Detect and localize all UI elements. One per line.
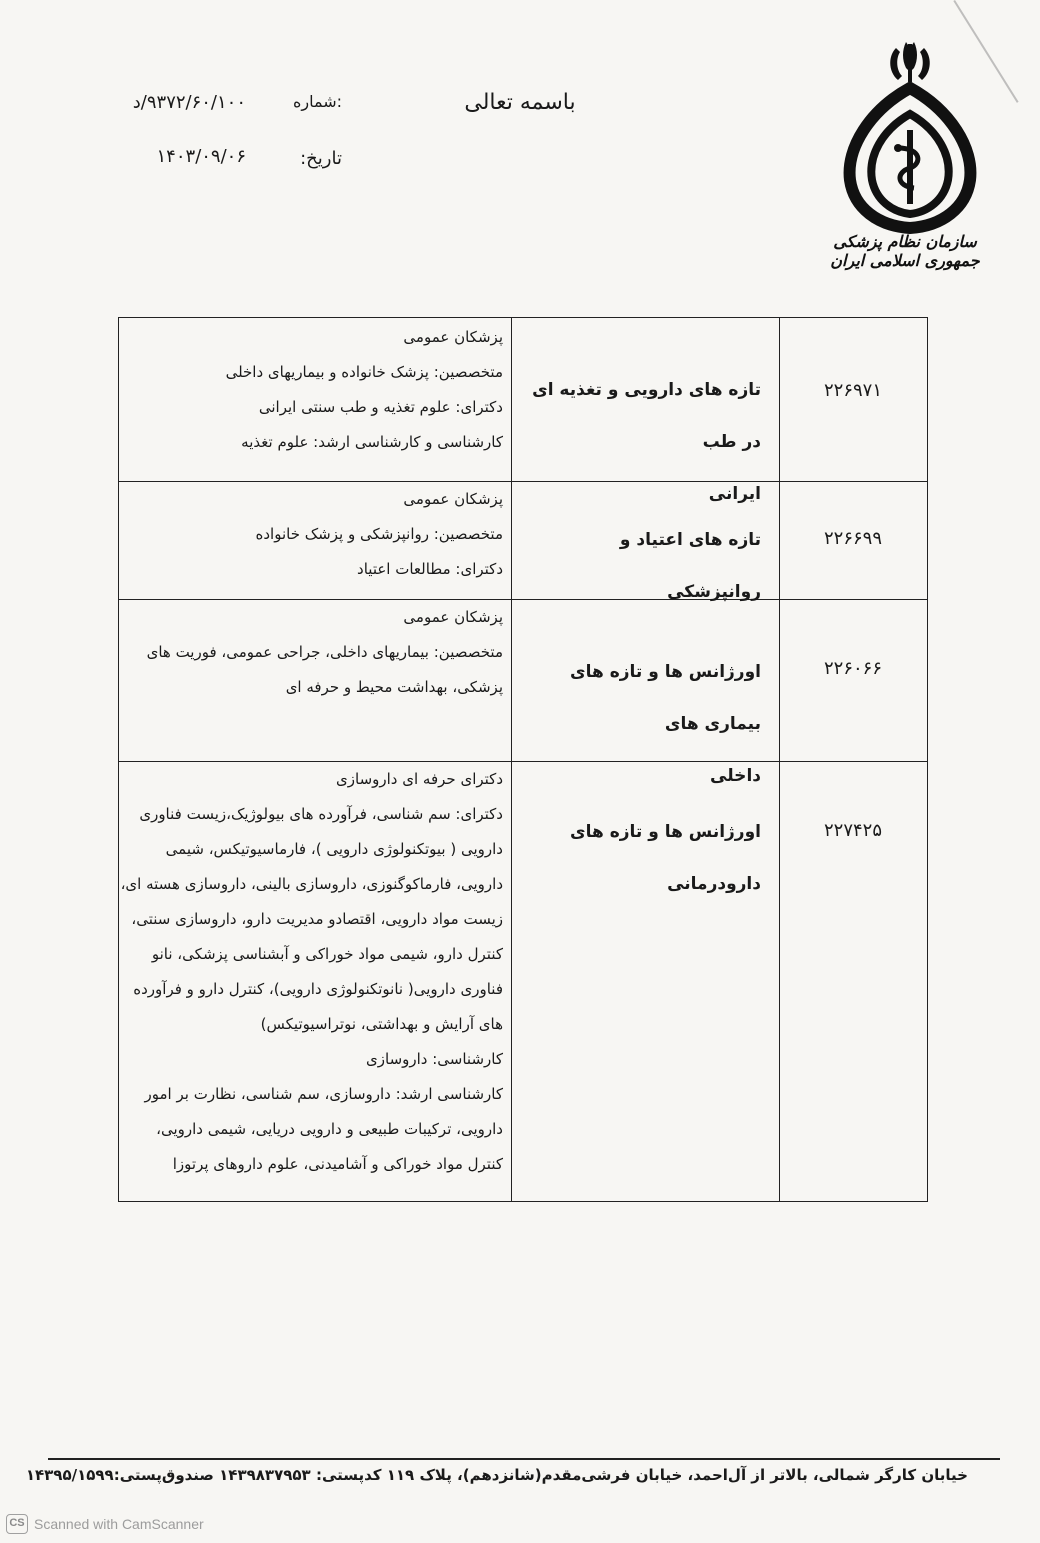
audience-line: متخصصین: پزشک خانواده و بیماریهای داخلی [225,363,503,381]
date-label: تاریخ: [300,148,342,169]
audience-line: دارویی، ترکیبات طبیعی و دارویی دریایی، شیمی دارویی، [156,1120,503,1138]
audience-line: دکترای: سم شناسی، فرآورده های بیولوژیک،زیست فناوری [139,805,503,823]
table-row [119,762,927,1201]
audience-cell [119,482,511,599]
audience-line: های آرایش و بهداشتی، نوتراسیوتیکس) [260,1015,503,1033]
audience-line: فناوری دارویی( نانوتکنولوژی دارویی)، کنترل دارو و فرآورده [133,980,503,998]
camscanner-icon: CS [6,1514,28,1534]
table-row [119,318,927,504]
title-cell [511,482,779,602]
code-cell [779,482,927,599]
code-cell [779,600,927,761]
audience-cell [119,318,511,481]
code-cell [779,318,927,481]
date-value: ۱۴۰۳/۰۹/۰۶ [156,146,246,167]
title-cell [511,762,779,1201]
footer-address: خیابان کارگر شمالی، بالاتر از آل‌احمد، خیابان فرشی‌مقدم(شانزدهم)، پلاک ۱۱۹ کدپستی: ۱۴۳۹۸۳۷۹۵۳ صندوق‌پستی:۱۴۳۹۵/۱۵۹۹ [25,1466,968,1484]
course-table [118,317,928,1202]
audience-line: کارشناسی: داروسازی [366,1050,503,1068]
audience-cell [119,762,511,1201]
course-title-line: تازه های دارویی و تغذیه ای در طب [532,380,761,452]
number-label: شماره: [292,92,342,111]
audience-line: دکترای: مطالعات اعتیاد [357,560,503,578]
organization-name: سازمان نظام پزشکی جمهوری اسلامی ایران [830,232,980,270]
audience-list [120,762,503,1182]
course-title-line: داخلی [710,766,761,786]
audience-line: کارشناسی ارشد: داروسازی، سم شناسی، نظارت بر امور [144,1085,503,1103]
audience-line: دارویی، فارماکوگنوزی، داروسازی بالینی، داروسازی هسته ای، [120,875,503,893]
audience-line: پزشکی، بهداشت محیط و حرفه ای [285,678,503,696]
title-cell [511,600,779,786]
course-code: ۲۲۷۴۲۵ [823,820,882,841]
course-title-line: تازه های اعتیاد و روانپزشکی [619,530,761,602]
course-code: ۲۲۶۹۷۱ [823,380,882,401]
course-code: ۲۲۶۰۶۶ [823,658,882,679]
audience-line: دکترای: علوم تغذیه و طب سنتی ایرانی [258,398,503,416]
audience-list [123,600,503,705]
table-row [119,482,927,600]
course-title-line: ایرانی [708,484,761,504]
camscanner-watermark [6,1513,204,1535]
audience-line: متخصصین: بیماریهای داخلی، جراحی عمومی، فوریت های [146,643,503,661]
title-cell [511,318,779,504]
audience-line: پزشکان عمومی [403,490,503,508]
basmala-heading: باسمه تعالی [464,90,576,115]
footer-divider [48,1458,1000,1460]
audience-line: متخصصین: روانپزشکی و پزشک خانواده [255,525,503,543]
course-title-line: اورژانس ها و تازه های دارودرمانی [570,822,761,894]
course-title-line: اورژانس ها و تازه های بیماری های [570,662,761,734]
camscanner-text: Scanned with CamScanner [34,1516,204,1532]
course-title [521,806,761,910]
audience-list [123,482,503,587]
code-cell [779,762,927,1201]
audience-line: پزشکان عمومی [403,608,503,626]
audience-line: زیست مواد دارویی، اقتصادو مدیریت دارو، داروسازی سنتی، [131,910,503,928]
audience-line: دکترای حرفه ای داروسازی [336,770,503,788]
audience-line: پزشکان عمومی [403,328,503,346]
audience-line: کارشناسی و کارشناسی ارشد: علوم تغذیه [241,433,503,451]
course-code: ۲۲۶۶۹۹ [823,528,882,549]
audience-list [123,320,503,460]
audience-line: دارویی ( بیوتکنولوژی دارویی )، فارماسیوتیکس، شیمی [165,840,503,858]
audience-line: کنترل دارو، شیمی مواد خوراکی و آبشناسی پزشکی، نانو [151,945,503,963]
number-value: ۹۳۷۲/۶۰/۱۰۰/د [132,92,246,113]
audience-cell [119,600,511,761]
audience-line: کنترل مواد خوراکی و آشامیدنی، علوم داروهای پرتوزا [172,1155,503,1173]
